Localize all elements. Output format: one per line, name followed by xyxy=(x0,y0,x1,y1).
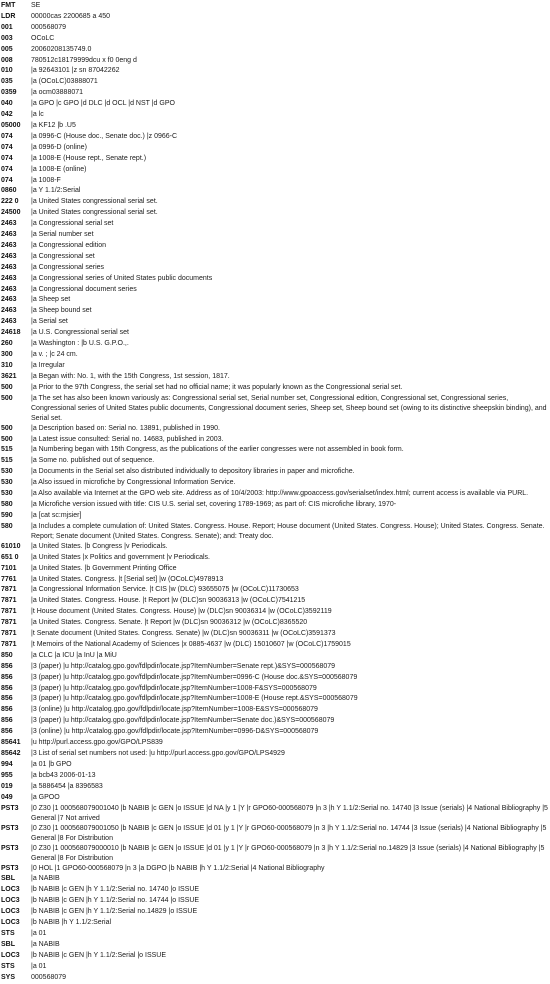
marc-field-row xyxy=(0,372,550,383)
marc-field-row xyxy=(0,694,550,705)
field-value: |a GPO |c GPO |d DLC |d OCL |d NST |d GPO xyxy=(31,100,175,108)
marc-field-row xyxy=(0,804,550,824)
marc-field-row xyxy=(0,424,550,435)
marc-field-row xyxy=(0,350,550,361)
field-tag: FMT xyxy=(1,2,16,9)
field-value: |a (OCoLC)03888071 xyxy=(31,78,98,86)
field-tag: 856 xyxy=(1,662,13,670)
marc-field-row xyxy=(0,929,550,940)
field-tag: 955 xyxy=(1,771,13,779)
field-value: |a Congressional series of United States public documents xyxy=(31,274,213,282)
field-value: |a United States. Congress. House. |t Report |w (DLC)sn 90036313 |w (OCoLC)7541215 xyxy=(31,597,306,605)
field-tag: 530 xyxy=(1,490,13,498)
field-value: |a Sheep set xyxy=(31,296,71,304)
marc-field-row xyxy=(0,154,550,165)
field-tag: 580 xyxy=(1,500,13,508)
field-value: |a GPOO xyxy=(31,793,60,801)
field-tag: 2463 xyxy=(1,307,17,315)
field-tag: 2463 xyxy=(1,220,17,228)
marc-field-row xyxy=(0,542,550,553)
marc-field-row xyxy=(0,99,550,110)
field-tag: SBL xyxy=(1,875,15,883)
field-tag: 856 xyxy=(1,695,13,703)
marc-field-row xyxy=(0,511,550,522)
marc-field-row xyxy=(0,907,550,918)
field-tag: 008 xyxy=(1,56,13,64)
marc-field-row xyxy=(0,824,550,844)
marc-field-row xyxy=(0,306,550,317)
field-value: |3 (paper) |u http://catalog.gpo.gov/fdlpdir/locate.jsp?ItemNumber=0996-C (House doc.&SYS=000568079 xyxy=(31,673,358,681)
marc-field-row xyxy=(0,705,550,716)
field-tag: 500 xyxy=(1,435,13,443)
field-value: |a United States congressional serial set. xyxy=(31,198,158,206)
field-value: |a United States. |b Congress |v Periodicals. xyxy=(31,542,168,550)
field-value: |3 (paper) |u http://catalog.gpo.gov/fdlpdir/locate.jsp?ItemNumber=Senate rept.)&SYS=000568079 xyxy=(31,662,336,670)
field-tag: 856 xyxy=(1,717,13,725)
field-value: |a Congressional Information Service. |t CIS |w (DLC) 93655075 |w (OCoLC)11730653 xyxy=(31,586,299,594)
field-tag: 856 xyxy=(1,706,13,714)
field-tag: LDR xyxy=(1,12,16,20)
marc-field-row xyxy=(0,467,550,478)
field-value: |0 Z30 |1 000568079000010 |b NABIB |c GEN |o ISSUE |d 01 |y 1 |Y |r GPO60-000568079 |n 3 |h Y 1.1/2:Serial no.14829 |3 Issue (serials) |4 National Bibliography |5 General |8 For Distribution xyxy=(31,844,545,862)
field-tag: 2463 xyxy=(1,285,17,293)
field-tag: 24500 xyxy=(1,209,21,217)
field-value: |a Documents in the Serial set also distributed individually to depository libraries in paper and microfiche. xyxy=(31,468,355,476)
marc-field-row xyxy=(0,328,550,339)
marc-field-row xyxy=(0,522,550,542)
field-tag: 035 xyxy=(1,78,13,86)
field-tag: 530 xyxy=(1,468,13,476)
field-value: |a 01 xyxy=(31,962,47,970)
field-tag: 3621 xyxy=(1,372,17,380)
field-tag: 590 xyxy=(1,511,13,519)
field-tag: 001 xyxy=(1,23,13,31)
field-value: |a Also issued in microfiche by Congressional Information Service. xyxy=(31,479,236,487)
field-value: |t Memoirs of the National Academy of Sciences |x 0885-4637 |w (DLC) 15010607 |w (OCoLC)1759015 xyxy=(31,640,351,648)
field-tag: 042 xyxy=(1,111,13,119)
marc-field-row xyxy=(0,208,550,219)
field-value: |a ocm03888071 xyxy=(31,89,84,97)
field-value: |t Senate document (United States. Congress. Senate) |w (DLC)sn 90036311 |w (OCoLC)3591373 xyxy=(31,630,336,638)
field-tag: STS xyxy=(1,962,15,970)
field-value: |a Serial set xyxy=(31,318,68,326)
field-tag: 074 xyxy=(1,154,13,162)
field-value: |3 (paper) |u http://catalog.gpo.gov/fdlpdir/locate.jsp?ItemNumber=1008-F&SYS=000568079 xyxy=(31,684,317,692)
marc-field-row xyxy=(0,121,550,132)
marc-field-row xyxy=(0,252,550,263)
marc-field-row xyxy=(0,132,550,143)
field-tag: 2463 xyxy=(1,274,17,282)
field-value: |a Congressional document series xyxy=(31,285,137,293)
field-tag: 7871 xyxy=(1,630,17,638)
marc-field-row xyxy=(0,241,550,252)
field-value: |b NABIB |c GEN |h Y 1.1/2:Serial no. 14740 |o ISSUE xyxy=(31,886,200,894)
marc-field-row xyxy=(0,896,550,907)
field-tag: 856 xyxy=(1,684,13,692)
field-tag: 515 xyxy=(1,446,13,454)
field-tag: SYS xyxy=(1,973,16,981)
field-value: |a The set has also been known variously as: Congressional serial set, Serial number set, Congressional edition, Congressional set, Congressional series, Congressional series of United States public documents, Congressional document series, Sheep set, Sheep bound set (owing to its distinctive sheepskin binding), and Serial set. xyxy=(31,394,547,422)
field-value: |a Began with: No. 1, with the 15th Congress, 1st session, 1817. xyxy=(31,372,230,380)
field-tag: 019 xyxy=(1,782,13,790)
marc-field-row xyxy=(0,1,550,12)
marc-field-row xyxy=(0,77,550,88)
field-tag: 0359 xyxy=(1,89,17,97)
marc-field-row xyxy=(0,445,550,456)
field-tag: 040 xyxy=(1,100,13,108)
marc-field-row xyxy=(0,844,550,864)
field-value: 00000cas 2200685 a 450 xyxy=(31,12,111,20)
field-value: |3 (online) |u http://catalog.gpo.gov/fdlpdir/locate.jsp?ItemNumber=1008-E&SYS=000568079 xyxy=(31,706,318,714)
field-tag: 24618 xyxy=(1,329,21,337)
field-tag: PST3 xyxy=(1,864,19,872)
marc-field-row xyxy=(0,940,550,951)
field-value: |a 92643101 |z sn 87042262 xyxy=(31,67,120,75)
marc-field-row xyxy=(0,143,550,154)
field-value: 20060208135749.0 xyxy=(31,45,92,53)
field-tag: 049 xyxy=(1,793,13,801)
marc-field-row xyxy=(0,361,550,372)
field-value: |a Includes a complete cumulation of: United States. Congress. House. Report; House document (United States. Congress. House); United States. Congress. Senate. Report; Senate document (United States. Congress. Senate); and: Treaty doc. xyxy=(31,522,545,540)
field-value: |3 List of serial set numbers not used: |u http://purl.access.gpo.gov/GPO/LPS4929 xyxy=(31,750,285,757)
field-value: |a Microfiche version issued with title: CIS U.S. serial set, covering 1789-1969; as part of: CIS microfiche library, 1970- xyxy=(31,500,397,508)
marc-field-row xyxy=(0,596,550,607)
marc-field-row xyxy=(0,110,550,121)
field-value: OCoLC xyxy=(31,34,55,42)
field-value: |a KF12 |b .U5 xyxy=(31,121,76,129)
field-tag: SBL xyxy=(1,940,15,948)
field-value: |a 5886454 |a 8396583 xyxy=(31,782,103,790)
field-value: |a v. ; |c 24 cm. xyxy=(31,351,78,358)
field-tag: STS xyxy=(1,929,15,937)
field-tag: LOC3 xyxy=(1,897,20,905)
field-value: |a 1008-E (online) xyxy=(31,165,87,173)
field-tag: 0860 xyxy=(1,187,17,195)
marc-field-row xyxy=(0,435,550,446)
field-value: SE xyxy=(31,2,41,9)
field-value: |a lc xyxy=(31,111,44,119)
field-tag: 856 xyxy=(1,673,13,681)
field-value: |0 HOL |1 GPO60-000568079 |n 3 |a DGPO |b NABIB |h Y 1.1/2:Serial |4 National Bibliography xyxy=(31,864,325,872)
marc-field-row xyxy=(0,793,550,804)
field-tag: LOC3 xyxy=(1,919,20,927)
marc-field-row xyxy=(0,274,550,285)
marc-field-row xyxy=(0,918,550,929)
field-tag: 003 xyxy=(1,34,13,42)
field-value: |a bcb43 2006-01-13 xyxy=(31,771,96,779)
field-value: |t House document (United States. Congress. House) |w (DLC)sn 90036314 |w (OCoLC)3592119 xyxy=(31,608,332,616)
marc-field-row xyxy=(0,771,550,782)
marc-field-row xyxy=(0,640,550,651)
field-tag: 7871 xyxy=(1,640,17,648)
marc-field-row xyxy=(0,749,550,760)
marc-field-row xyxy=(0,165,550,176)
field-tag: 310 xyxy=(1,361,13,369)
field-value: |a 01 xyxy=(31,929,47,937)
field-tag: 651 0 xyxy=(1,553,19,561)
field-value: |a Congressional serial set xyxy=(31,220,114,228)
field-tag: 7761 xyxy=(1,575,17,583)
field-tag: 260 xyxy=(1,340,13,348)
field-value: |a Sheep bound set xyxy=(31,307,92,315)
marc-field-row xyxy=(0,88,550,99)
field-tag: PST3 xyxy=(1,844,19,852)
field-value: |a U.S. Congressional serial set xyxy=(31,329,129,337)
marc-field-row xyxy=(0,12,550,23)
field-value: |a United States. Congress. |t [Serial set] |w (OCoLC)4978913 xyxy=(31,575,224,583)
field-value: |0 Z30 |1 000568079001040 |b NABIB |c GEN |o ISSUE |d NA |y 1 |Y |r GPO60-000568079 |n 3 |h Y 1.1/2:Serial no. 14740 |3 Issue (serials) |4 National Bibliography |5 General |7 Not arrived xyxy=(31,804,548,822)
field-value: |a Y 1.1/2:Serial xyxy=(31,187,81,195)
field-tag: 005 xyxy=(1,45,13,53)
field-value: |3 (paper) |u http://catalog.gpo.gov/fdlpdir/locate.jsp?ItemNumber=1008-E (House rept.&SYS=000568079 xyxy=(31,695,358,703)
marc-field-row xyxy=(0,885,550,896)
marc-field-row xyxy=(0,500,550,511)
field-tag: 7871 xyxy=(1,608,17,616)
field-tag: 2463 xyxy=(1,296,17,304)
marc-field-row xyxy=(0,874,550,885)
field-tag: LOC3 xyxy=(1,951,20,959)
field-tag: 2463 xyxy=(1,252,17,260)
marc-field-row xyxy=(0,716,550,727)
field-value: |a Description based on: Serial no. 13891, published in 1990. xyxy=(31,424,221,432)
field-value: 780512c18179999dcu x f0 0eng d xyxy=(31,56,137,64)
field-tag: 074 xyxy=(1,165,13,173)
field-tag: 515 xyxy=(1,457,13,465)
marc-field-row xyxy=(0,295,550,306)
marc-field-row xyxy=(0,34,550,45)
marc-field-row xyxy=(0,263,550,274)
marc-field-row xyxy=(0,219,550,230)
marc-field-row xyxy=(0,575,550,586)
field-tag: 074 xyxy=(1,132,13,140)
marc-field-row xyxy=(0,782,550,793)
field-tag: 7871 xyxy=(1,597,17,605)
marc-field-row xyxy=(0,230,550,241)
field-tag: 856 xyxy=(1,728,13,736)
marc-field-row xyxy=(0,864,550,875)
field-value: |a NABIB xyxy=(31,940,60,948)
field-value: |a United States. Congress. Senate. |t Report |w (DLC)sn 90036312 |w (OCoLC)8365520 xyxy=(31,619,308,627)
field-value: |a NABIB xyxy=(31,875,60,883)
field-value: |b NABIB |c GEN |h Y 1.1/2:Serial no.14829 |o ISSUE xyxy=(31,908,198,916)
marc-field-row xyxy=(0,662,550,673)
field-value: |0 Z30 |1 000568079001050 |b NABIB |c GEN |o ISSUE |d 01 |y 1 |Y |r GPO60-000568079 |n 3 |h Y 1.1/2:Serial no. 14744 |3 Issue (serials) |4 National Bibliography |5 General |8 For Distribution xyxy=(31,824,547,842)
field-value: |a Numbering began with 15th Congress, as the publications of the earlier congresses were not assembled in book form. xyxy=(31,446,404,454)
field-value: |a Serial number set xyxy=(31,231,94,239)
marc-field-row xyxy=(0,197,550,208)
field-value: |b NABIB |c GEN |h Y 1.1/2:Serial no. 14744 |o ISSUE xyxy=(31,897,200,905)
marc-field-row xyxy=(0,478,550,489)
field-tag: 850 xyxy=(1,651,13,659)
field-value: |b NABIB |h Y 1.1/2:Serial xyxy=(31,919,112,927)
field-value: |a 01 |b GPO xyxy=(31,760,72,768)
marc-field-row xyxy=(0,727,550,738)
field-tag: 074 xyxy=(1,143,13,151)
field-value: |a Also available via Internet at the GPO web site. Address as of 10/4/2003: http://www.gpoaccess.gov/serialset/index.html; current access is available via PURL. xyxy=(31,490,529,498)
marc-field-row xyxy=(0,23,550,34)
marc-field-row xyxy=(0,618,550,629)
field-tag: 2463 xyxy=(1,231,17,239)
field-value: |a 0996-D (online) xyxy=(31,143,87,151)
field-value: |a Irregular xyxy=(31,361,65,369)
marc-field-row xyxy=(0,651,550,662)
field-tag: 7871 xyxy=(1,586,17,594)
field-tag: 994 xyxy=(1,760,13,768)
field-value: |a Congressional edition xyxy=(31,241,106,249)
field-tag: 2463 xyxy=(1,263,17,271)
field-tag: PST3 xyxy=(1,804,19,812)
marc-field-row xyxy=(0,339,550,350)
field-value: |a United States congressional serial set. xyxy=(31,209,158,217)
field-value: |a Prior to the 97th Congress, the serial set had no official name; it was popularly known as the Congressional serial set. xyxy=(31,383,403,391)
field-tag: 7101 xyxy=(1,564,17,572)
field-value: |3 (paper) |u http://catalog.gpo.gov/fdlpdir/locate.jsp?ItemNumber=Senate doc.)&SYS=000568079 xyxy=(31,717,335,725)
field-value: 000568079 xyxy=(31,973,67,981)
marc-field-row xyxy=(0,489,550,500)
field-tag: 222 0 xyxy=(1,198,19,206)
marc-field-row xyxy=(0,553,550,564)
field-value: |a CLC |a ICU |a InU |a MiU xyxy=(31,651,117,659)
field-value: |a Congressional set xyxy=(31,252,95,260)
marc-field-row xyxy=(0,607,550,618)
marc-field-row xyxy=(0,673,550,684)
marc-field-row xyxy=(0,684,550,695)
marc-field-row xyxy=(0,45,550,56)
field-value: |a 0996-C (House doc., Senate doc.) |z 0966-C xyxy=(31,132,178,140)
field-value: |b NABIB |c GEN |h Y 1.1/2:Serial |o ISSUE xyxy=(31,951,167,959)
field-tag: 300 xyxy=(1,351,13,358)
marc-field-row xyxy=(0,629,550,640)
marc-field-row xyxy=(0,383,550,394)
marc-field-row xyxy=(0,456,550,467)
field-tag: 7871 xyxy=(1,619,17,627)
field-tag: 2463 xyxy=(1,241,17,249)
field-tag: LOC3 xyxy=(1,886,20,894)
marc-field-row xyxy=(0,585,550,596)
field-value: |a United States. |b Government Printing Office xyxy=(31,564,177,572)
field-tag: 2463 xyxy=(1,318,17,326)
field-tag: 85641 xyxy=(1,739,21,747)
field-tag: PST3 xyxy=(1,824,19,832)
field-value: |a 1008-E (House rept., Senate rept.) xyxy=(31,154,147,162)
field-value: |a Some no. published out of sequence. xyxy=(31,457,155,465)
field-value: |a [cat sc:mjsier] xyxy=(31,511,82,519)
field-tag: 010 xyxy=(1,67,13,75)
field-tag: LOC3 xyxy=(1,908,20,916)
marc-field-row xyxy=(0,951,550,962)
field-tag: 85642 xyxy=(1,750,21,757)
marc-field-row xyxy=(0,564,550,575)
field-value: |a 1008-F xyxy=(31,176,61,184)
field-tag: 500 xyxy=(1,424,13,432)
field-value: |a United States |x Politics and government |v Periodicals. xyxy=(31,553,210,561)
marc-field-row xyxy=(0,186,550,197)
field-tag: 074 xyxy=(1,176,13,184)
field-tag: 500 xyxy=(1,383,13,391)
marc-field-row xyxy=(0,66,550,77)
field-value: |a Washington : |b U.S. G.P.O.,. xyxy=(31,340,129,348)
marc-field-row xyxy=(0,738,550,749)
field-tag: 530 xyxy=(1,479,13,487)
field-tag: 580 xyxy=(1,522,13,530)
marc-field-row xyxy=(0,394,550,424)
field-value: |3 (online) |u http://catalog.gpo.gov/fdlpdir/locate.jsp?ItemNumber=0996-D&SYS=000568079 xyxy=(31,728,319,736)
marc-field-row xyxy=(0,56,550,67)
marc-field-row xyxy=(0,317,550,328)
field-tag: 61010 xyxy=(1,542,21,550)
field-value: |u http://purl.access.gpo.gov/GPO/LPS839 xyxy=(31,739,163,747)
marc-field-row xyxy=(0,176,550,187)
field-tag: 05000 xyxy=(1,121,21,129)
field-value: 000568079 xyxy=(31,23,67,31)
field-value: |a Congressional series xyxy=(31,263,105,271)
field-value: |a Latest issue consulted: Serial no. 14683, published in 2003. xyxy=(31,435,224,443)
marc-field-row xyxy=(0,760,550,771)
field-tag: 500 xyxy=(1,394,13,402)
marc-field-row xyxy=(0,962,550,973)
marc-field-row xyxy=(0,285,550,296)
